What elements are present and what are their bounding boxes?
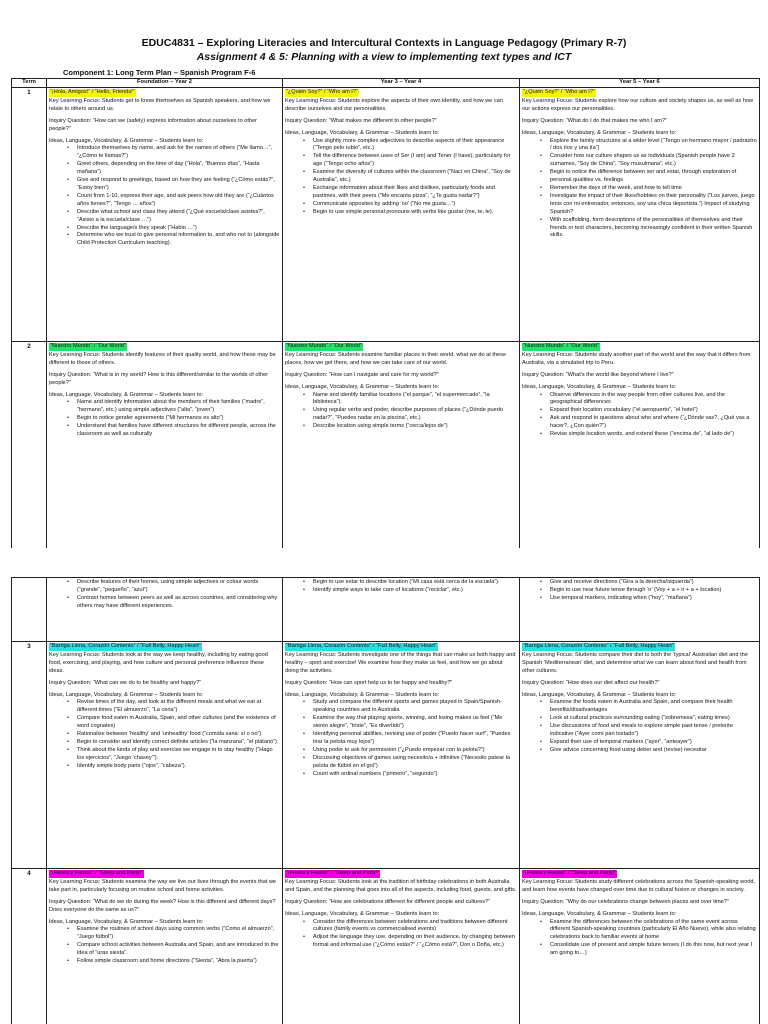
term-number: 1 bbox=[12, 88, 47, 342]
learning-bullet: • Observe differences in the way people from other cultures live, and the geographical differences bbox=[540, 392, 757, 408]
ideas-heading: Ideas, Language, Vocabulary, & Grammar – Students learn to: bbox=[49, 137, 204, 144]
column-header-term: Term bbox=[12, 79, 47, 88]
unit-topic-label: “¡Hola, Amigos!” / “Hello, Friends!” bbox=[50, 89, 135, 95]
learning-bullet: • Begin to notice gender agreements (“Mi hermanos es alto”) bbox=[67, 415, 280, 423]
learning-bullet-list bbox=[303, 919, 517, 951]
component-heading: Component 1: Long Term Plan – Spanish Program F-6 bbox=[63, 68, 256, 77]
unit-topic-label: “Nuestro Mundo” / “Our World” bbox=[50, 343, 126, 349]
learning-bullet-list bbox=[540, 392, 757, 439]
plan-cell bbox=[47, 88, 283, 342]
learning-bullet: • Begin to notice the difference between ser and estar, through exploration of personal qualities vs. feelings bbox=[540, 169, 757, 185]
ideas-heading: Ideas, Language, Vocabulary, & Grammar – Students learn to: bbox=[285, 383, 440, 390]
learning-bullet: • Using poder to ask for permission (“¿Puedo empezar con la pelota?”) bbox=[303, 747, 517, 755]
unit-topic-label: “¡Fiesta y Fiesta!” / “Sleep and Party!” bbox=[523, 870, 617, 876]
plan-cell bbox=[47, 342, 283, 549]
learning-bullet: • Expand their location vocabulary (“el aeropuerto”, “el hotel”) bbox=[540, 407, 757, 415]
plan-cell bbox=[283, 642, 520, 869]
key-learning-focus: Key Learning Focus: Students look at the tradition of birthday celebrations in both Australia and Spain, and the planning that goes into all of the aspects, including food, guests, and gifts. bbox=[285, 878, 517, 893]
learning-bullet: • Examine the differences between the celebrations of the same event across different Spanish-speaking countries (particularly El Año Nuevo), while also relating celebrations back to familiar events at home bbox=[540, 919, 757, 943]
learning-bullet: • Name and identify familiar locations (“el parque”, “el supermercado”, “la biblioteca”). bbox=[303, 392, 517, 408]
learning-bullet: • Begin to consider and identify correct definite articles (“la manzana”, “el plátano”) bbox=[67, 739, 280, 747]
plan-cell bbox=[283, 342, 520, 549]
learning-bullet: • Count from 1-10, express their age, and ask peers how old they are (“¿Cuántos años tienes?”, “Tengo … años”) bbox=[67, 193, 280, 209]
ideas-heading: Ideas, Language, Vocabulary, & Grammar – Students learn to: bbox=[49, 691, 204, 698]
ideas-heading: Ideas, Language, Vocabulary, & Grammar – Students learn to: bbox=[49, 918, 204, 925]
document-subtitle: Assignment 4 & 5: Planning with a view to implementing text types and ICT bbox=[196, 51, 572, 63]
learning-bullet: • Give and receive directions (“Gira a la derecha/izquierda”) bbox=[540, 579, 757, 587]
inquiry-question: Inquiry Question: “Why do our celebrations change between places and over time?” bbox=[522, 898, 729, 905]
learning-bullet: • Determine who we trust to give personal information to, and who not to (alongside Child Protection Curriculum teaching). bbox=[67, 232, 280, 248]
learning-bullet: • Begin to use estar to describe location (“Mi casa está cerca de la escuela”). bbox=[303, 579, 517, 587]
learning-bullet: • Identifying personal abilities, revising use of poder (“Puedo hacer surf”, “Puedes tirar la pelota muy lejos”) bbox=[303, 731, 517, 747]
learning-bullet: • Look at cultural practices surrounding eating (“sobremesa”, eating times) bbox=[540, 715, 757, 723]
learning-bullet: • Begin to use near future tense through ‘ir’ (Voy + a + ir + a + location) bbox=[540, 587, 757, 595]
unit-topic-label: “¡Fiesta y Fiesta!” / “Sleep and Party!” bbox=[50, 870, 144, 876]
unit-topic-label: “Barriga Llena, Corazón Contento” / “Full Belly, Happy Heart” bbox=[523, 643, 674, 649]
learning-bullet: • Remember the days of the week, and how to tell time bbox=[540, 185, 757, 193]
plan-cell bbox=[47, 869, 283, 1024]
key-learning-focus: Key Learning Focus: Students study different celebrations across the Spanish-speaking world, and learn how events have changed over time due to cultural fusion or changes in society. bbox=[522, 878, 756, 893]
key-learning-focus: Key Learning Focus: Students get to know themselves as Spanish speakers, and how we relate to others around us. bbox=[49, 97, 271, 112]
learning-bullet: • Understand that families have different structures for different people, across the classroom as well as culturally bbox=[67, 423, 280, 439]
ideas-heading: Ideas, Language, Vocabulary, & Grammar – Students learn to: bbox=[285, 691, 440, 698]
learning-bullet: • Examine the diversity of cultures within the classroom (“Nací en China”, “Soy de Australia”, etc.) bbox=[303, 169, 517, 185]
learning-bullet: • Give advice concerning food using deber and (revise) necesitar bbox=[540, 747, 757, 755]
learning-bullet: • Introduce themselves by name, and ask for the names of others (“Me llamo…”, “¿Cómo te llamas?”) bbox=[67, 145, 280, 161]
learning-bullet: • Adjust the language they use, depending on their audience, by changing between formal and informal use (“¿Cómo estás?” / “¿Cómo está?”, Don o Doña, etc.) bbox=[303, 934, 517, 950]
learning-bullet-list bbox=[303, 579, 517, 595]
ideas-heading: Ideas, Language, Vocabulary, & Grammar – Students learn to: bbox=[522, 129, 677, 136]
long-term-plan-table bbox=[11, 78, 760, 549]
column-header-foundation-year2: Foundation – Year 2 bbox=[47, 79, 283, 88]
learning-bullet: • Give and respond to greetings, based on how they are feeling (“¿Cómo estás?”, “Estoy bien”) bbox=[67, 177, 280, 193]
learning-bullet: • Discussing objectives of games using necesito/a + infinitive (“Necesito patear la pelota de fútbol en el gol”) bbox=[303, 755, 517, 771]
key-learning-focus: Key Learning Focus: Students investigate one of the things that can make us both happy and healthy – sport and exercise! We examine how they make us feel, and how we go about doing the activities. bbox=[285, 651, 516, 674]
plan-cell bbox=[520, 642, 760, 869]
ideas-heading: Ideas, Language, Vocabulary, & Grammar – Students learn to: bbox=[49, 391, 204, 398]
learning-bullet: • Revise simple location words, and extend these (“encima de”, “al lado de”) bbox=[540, 431, 757, 439]
plan-cell bbox=[283, 869, 520, 1024]
key-learning-focus: Key Learning Focus: Students study another part of the world and the way that it differs from Australia, via a simulated trip to Peru. bbox=[522, 351, 751, 366]
term-row-1 bbox=[12, 88, 760, 342]
learning-bullet-list bbox=[303, 392, 517, 432]
learning-bullet: • Use slightly more complex adjectives to describe aspects of their appearance (“Tengo pelo rubio”, etc.) bbox=[303, 138, 517, 154]
learning-bullet: • Consider the differences between celebrations and traditions between different cultures (family events vs commercialised events) bbox=[303, 919, 517, 935]
key-learning-focus: Key Learning Focus: Students explore the aspects of their own identity, and how we can describe ourselves and our personalities. bbox=[285, 97, 503, 112]
learning-bullet: • Communicate opposites by adding ‘no’ (“No me gusta…”) bbox=[303, 201, 517, 209]
unit-topic-label: “Nuestro Mundo” / “Our World” bbox=[523, 343, 599, 349]
learning-bullet: • Revise times of the day, and look at the different meals and what we eat at different times (“El almuerzo”, “La cena”) bbox=[67, 699, 280, 715]
unit-topic-label: “¿Quién Soy?” / “Who am I?” bbox=[523, 89, 595, 95]
inquiry-question: Inquiry Question: “What do I do that makes me who I am?” bbox=[522, 117, 667, 124]
term-row-2 bbox=[12, 342, 760, 549]
inquiry-question: Inquiry Question: “What can we do to be healthy and happy?” bbox=[49, 679, 202, 686]
plan-cell bbox=[283, 88, 520, 342]
key-learning-focus: Key Learning Focus: Students look at the way we keep healthy, including by eating good food, exercising, and playing, and how culture and personal preference influence these ideas. bbox=[49, 651, 268, 674]
learning-bullet: • Ask and respond to questions about who and where (“¿Dónde vas?, ¿Qué vas a hacer?, ¿Con quién?”) bbox=[540, 415, 757, 431]
learning-bullet-list bbox=[303, 699, 517, 778]
learning-bullet: • Examine the way that playing sports, winning, and losing makes us feel (“Me siento alegre”, “triste”, “Es divertido”) bbox=[303, 715, 517, 731]
unit-topic-label: “Barriga Llena, Corazón Contento” / “Full Belly, Happy Heart” bbox=[286, 643, 437, 649]
inquiry-question: Inquiry Question: “What is in my world? How is this different/similar to the worlds of other people?” bbox=[49, 371, 269, 386]
document-page-2 bbox=[0, 575, 768, 1024]
learning-bullet: • Greet others, depending on the time of day (“Hola”, “Buenos días”, “Hasta mañana”) bbox=[67, 161, 280, 177]
ideas-heading: Ideas, Language, Vocabulary, & Grammar – Students learn to: bbox=[285, 129, 440, 136]
plan-cell-continued bbox=[520, 578, 760, 642]
long-term-plan-table-continued bbox=[11, 577, 760, 1024]
table-header-row bbox=[12, 79, 760, 88]
learning-bullet: • Identify simple ways to take care of locations (“reciclar”, etc.) bbox=[303, 587, 517, 595]
column-header-year5-year6: Year 5 – Year 6 bbox=[520, 79, 760, 88]
plan-cell bbox=[520, 869, 760, 1024]
ideas-heading: Ideas, Language, Vocabulary, & Grammar – Students learn to: bbox=[522, 691, 677, 698]
plan-cell bbox=[47, 642, 283, 869]
ideas-heading: Ideas, Language, Vocabulary, & Grammar – Students learn to: bbox=[522, 910, 677, 917]
inquiry-question: Inquiry Question: “What do we do during the week? How is this different and different days? Does everyone do the same as us?” bbox=[49, 898, 276, 913]
inquiry-question: Inquiry Question: “What makes me different to other people?” bbox=[285, 117, 437, 124]
learning-bullet: • Describe features of their homes, using simple adjectives or colour words (“grande”, “pequeño”, “azul”) bbox=[67, 579, 280, 595]
learning-bullet: • Begin to use simple personal pronouns with verbs like gustar (me, te, le). bbox=[303, 209, 517, 217]
learning-bullet: • Name and identify information about the members of their families (“madre”, “hermano”, etc.) using simple adjectives (“alta”, “joven”) bbox=[67, 399, 280, 415]
learning-bullet: • Consolidate use of present and simple future tenses (I do this now, but next year I am going to…) bbox=[540, 942, 757, 958]
inquiry-question: Inquiry Question: “How can sport help us to be happy and healthy?” bbox=[285, 679, 453, 686]
term-row-4 bbox=[12, 869, 760, 1024]
learning-bullet: • Think about the kinds of play and exercise we engage in to stay healthy (“Hago los ejercicios”, “Juego ‘chasey’”). bbox=[67, 747, 280, 763]
learning-bullet: • Describe what school and class they attend (“¿Qué escuela/clase asistes?”, “Asisto a la escuela/clase …”) bbox=[67, 209, 280, 225]
learning-bullet: • Compare school activities between Australia and Spain, and are introduced to the idea of “uras siesta”. bbox=[67, 942, 280, 958]
learning-bullet: • Describe location using simple terms (“cerca/lejos de”) bbox=[303, 423, 517, 431]
learning-bullet: • Investigate the impact of their likes/hobbies on their personality (“Los jueves, juego tenis con mi entrenador, entonces, soy una chica deportista.”) Impact of studying Spanish? bbox=[540, 193, 757, 217]
learning-bullet: • Rationalise between ‘healthy’ and ‘unhealthy’ food (“comida sana: sí o no”) bbox=[67, 731, 280, 739]
ideas-heading: Ideas, Language, Vocabulary, & Grammar – Students learn to: bbox=[285, 910, 440, 917]
term-number: 4 bbox=[12, 869, 47, 1024]
learning-bullet-list bbox=[67, 579, 280, 611]
learning-bullet: • Identify simple body parts (“ojos”, “cabeza”). bbox=[67, 763, 280, 771]
key-learning-focus: Key Learning Focus: Students compare their diet to both the ‘typical’ Australian diet and the Spanish ‘Mediterranean’ diet, and determine what we can learn about food and health from other cultures. bbox=[522, 651, 748, 674]
term-number-empty bbox=[12, 578, 47, 642]
learning-bullet-list bbox=[540, 919, 757, 959]
learning-bullet-list bbox=[540, 579, 757, 603]
learning-bullet: • Examine the routines of school days using common verbs (“Como el almuerzo”, “Juego fútbol”) bbox=[67, 926, 280, 942]
unit-topic-label: “Nuestro Mundo” / “Our World” bbox=[286, 343, 362, 349]
learning-bullet: • With scaffolding, form descriptions of the personalities of themselves and their friends or text characters, becoming increasingly confident in their written Spanish skills. bbox=[540, 217, 757, 241]
learning-bullet: • Use discussions of food and meals to explore simple past tense / preterite indicative (“Ayer comí pan tostado”) bbox=[540, 723, 757, 739]
inquiry-question: Inquiry Question: “How can I navigate and care for my world?” bbox=[285, 371, 439, 378]
learning-bullet: • Use temporal markers, indicating when (“hoy”, “mañana”) bbox=[540, 595, 757, 603]
learning-bullet: • Consider how our culture shapes us as individuals (Spanish people have 2 surnames, “Soy de China”, “Soy musulmana”, etc.) bbox=[540, 153, 757, 169]
inquiry-question: Inquiry Question: “What’s the world like beyond where I live?” bbox=[522, 371, 674, 378]
learning-bullet: • Explore the family structures at a wider level (“Tengo un hermano mayor / padrastro / dos tíos y una tía”) bbox=[540, 138, 757, 154]
learning-bullet-list bbox=[67, 926, 280, 966]
page-gap bbox=[0, 548, 768, 575]
plan-cell bbox=[520, 342, 760, 549]
key-learning-focus: Key Learning Focus: Students identify features of their quality world, and how these may be different to those of others. bbox=[49, 351, 276, 366]
term-number: 3 bbox=[12, 642, 47, 869]
learning-bullet-list bbox=[67, 145, 280, 248]
unit-topic-label: “Barriga Llena, Corazón Contento” / “Full Belly, Happy Heart” bbox=[50, 643, 201, 649]
learning-bullet: • Tell the difference between uses of Ser (I am) and Tener (I have), particularly for age (“Tengo ocho años”) bbox=[303, 153, 517, 169]
plan-cell bbox=[520, 88, 760, 342]
learning-bullet: • Compare food eaten in Australia, Spain, and other cultures (and the existence of word cognates) bbox=[67, 715, 280, 731]
plan-cell-continued bbox=[47, 578, 283, 642]
learning-bullet: • Using regular verbs and poder, describe purposes of places (“¿Dónde puedo nadar?”, “Puedes nadar en la piscina”, etc.) bbox=[303, 407, 517, 423]
key-learning-focus: Key Learning Focus: Students explore how our culture and society shapes us, as well as how our actions express our personalities. bbox=[522, 97, 754, 112]
learning-bullet: • Describe the language/s they speak (“Hablo …”) bbox=[67, 225, 280, 233]
learning-bullet-list bbox=[540, 138, 757, 241]
column-header-year3-year4: Year 3 – Year 4 bbox=[283, 79, 520, 88]
learning-bullet: • Count with ordinal numbers (“primero”, “segundo”) bbox=[303, 771, 517, 779]
learning-bullet: • Exchange information about their likes and dislikes, particularly foods and pastimes, with their peers (“Me encanta pizza”, “¿Te gusta nadar?”) bbox=[303, 185, 517, 201]
ideas-heading: Ideas, Language, Vocabulary, & Grammar – Students learn to: bbox=[522, 383, 677, 390]
inquiry-question: Inquiry Question: “How can we (safely) express information about ourselves to other people?” bbox=[49, 117, 257, 132]
learning-bullet: • Contrast homes between peers as well as across countries, and considering why others may have different experiences. bbox=[67, 595, 280, 611]
learning-bullet-list bbox=[540, 699, 757, 754]
learning-bullet-list bbox=[303, 138, 517, 217]
term-row-3 bbox=[12, 642, 760, 869]
learning-bullet: • Study and compare the different sports and games played in Spain/Spanish-speaking countries and in Australia bbox=[303, 699, 517, 715]
unit-topic-label: “¿Quién Soy?” / “Who am I?” bbox=[286, 89, 358, 95]
inquiry-question: Inquiry Question: “How are celebrations different for different people and cultures?” bbox=[285, 898, 491, 905]
term-number: 2 bbox=[12, 342, 47, 549]
continuation-row bbox=[12, 578, 760, 642]
plan-cell-continued bbox=[283, 578, 520, 642]
unit-topic-label: “¡Fiesta y Fiesta!” / “Sleep and Party!” bbox=[286, 870, 380, 876]
learning-bullet: • Expand their use of temporal markers (“ayer”, “anteayer”) bbox=[540, 739, 757, 747]
learning-bullet: • Examine the foods eaten in Australia and Spain, and compare their health benefits/disadvantages bbox=[540, 699, 757, 715]
learning-bullet-list bbox=[67, 699, 280, 770]
inquiry-question: Inquiry Question: “How does our diet affect our health?” bbox=[522, 679, 660, 686]
document-title: EDUC4831 – Exploring Literacies and Intercultural Contexts in Language Pedagogy (Primary R-7) bbox=[141, 37, 627, 49]
learning-bullet-list bbox=[67, 399, 280, 439]
key-learning-focus: Key Learning Focus: Students examine the way we live our lives through the events that we take part in, particularly focusing on routine school and home activities. bbox=[49, 878, 276, 893]
key-learning-focus: Key Learning Focus: Students examine familiar places in their world, what we do at these places, how we get there, and how we can take care of our world. bbox=[285, 351, 507, 366]
learning-bullet: • Follow simple classroom and home directions (“Sienta”, “Abra la puerta”) bbox=[67, 958, 280, 966]
